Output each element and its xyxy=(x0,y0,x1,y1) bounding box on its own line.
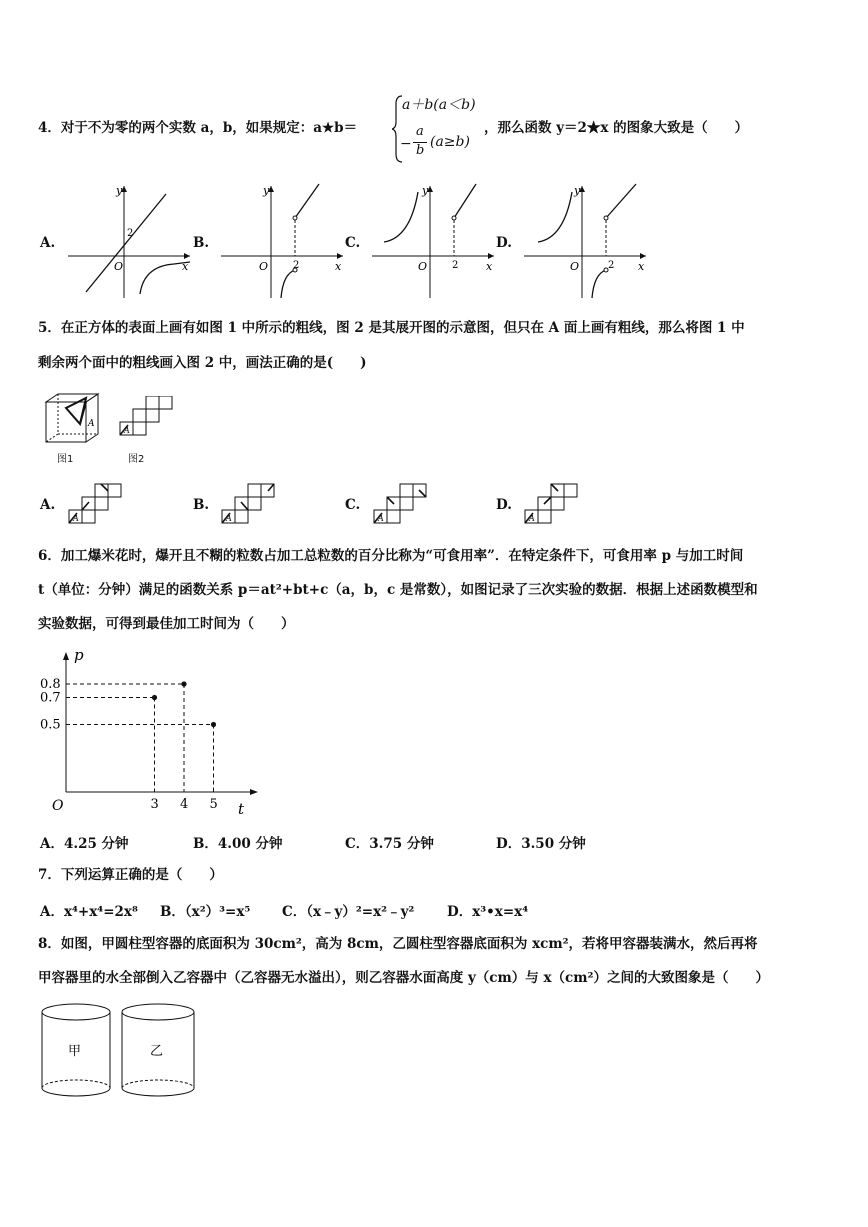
axis-x-label: x xyxy=(335,260,342,273)
q5-option-a-label: A. xyxy=(40,497,56,513)
x-tick-label: 4 xyxy=(180,797,189,812)
q4-option-d-label: D. xyxy=(496,235,512,251)
origin-label: O xyxy=(570,260,580,273)
face-a-label: A xyxy=(529,514,535,523)
q5-line1: 5．在正方体的表面上画有如图 1 中所示的粗线，图 2 是其展开图的示意图，但只在 A 面上画有粗线，那么将图 1 中 xyxy=(38,320,745,336)
face-a-label: A xyxy=(378,514,384,523)
case2-denominator: b xyxy=(416,143,425,158)
q7-option-b[interactable]: B．（x²）³=x⁵ xyxy=(160,904,251,920)
q5-option-d-net[interactable] xyxy=(523,482,583,524)
q5-option-c-net[interactable] xyxy=(372,482,432,524)
data-point xyxy=(181,681,186,686)
x-axis-label: t xyxy=(238,800,245,818)
q6-option-d[interactable]: D．3.50 分钟 xyxy=(496,836,586,852)
q5-line2: 剩余两个面中的粗线画入图 2 中，画法正确的是( ) xyxy=(38,355,367,371)
case2-numerator: a xyxy=(416,124,424,139)
axis-x-label: x xyxy=(182,260,189,273)
q4-graph-d[interactable] xyxy=(522,180,648,300)
q5-figure2-net xyxy=(118,396,174,438)
label-jia: 甲 xyxy=(68,1044,82,1059)
face-a-label: A xyxy=(88,419,95,429)
case2-condition: (a≥b) xyxy=(430,134,470,150)
face-a-label: A xyxy=(226,514,232,523)
q4-option-c-label: C. xyxy=(345,235,361,251)
x-axis-arrow xyxy=(250,789,258,795)
q5-option-b-label: B. xyxy=(193,497,210,513)
q6-chart xyxy=(36,644,266,822)
cylinder-yi xyxy=(122,1004,194,1096)
data-point xyxy=(152,695,157,700)
q6-option-b[interactable]: B．4.00 分钟 xyxy=(193,836,283,852)
y-tick-label: 0.5 xyxy=(40,717,61,733)
axis-x-label: x xyxy=(638,260,645,273)
q4-graph-c[interactable] xyxy=(370,180,496,300)
q4-suffix: ，那么函数 y＝2★x 的图象大致是（ ） xyxy=(484,120,749,136)
tick-label: 2 xyxy=(452,260,459,271)
q4-option-a-label: A. xyxy=(40,235,56,251)
q7-option-a[interactable]: A．x⁴+x⁴=2x⁸ xyxy=(40,904,138,920)
axis-x-label: x xyxy=(486,260,493,273)
piecewise-definition xyxy=(392,92,488,166)
data-point xyxy=(211,722,216,727)
q7-option-c[interactable]: C．（x﹣y）²=x²﹣y² xyxy=(282,904,415,920)
fig1-caption: 图1 xyxy=(57,454,74,465)
y-axis-label: p xyxy=(74,646,84,664)
q5-option-c-label: C. xyxy=(345,497,361,513)
q4-option-b-label: B. xyxy=(193,235,210,251)
axis-y-label: y xyxy=(422,184,429,197)
q6-option-c[interactable]: C．3.75 分钟 xyxy=(345,836,434,852)
case2-sign: − xyxy=(400,136,412,152)
fig2-caption: 图2 xyxy=(128,454,145,465)
q8-line2: 甲容器里的水全部倒入乙容器中（乙容器无水溢出），则乙容器水面高度 y（cm）与 x（cm²）之间的大致图象是（ ） xyxy=(38,970,769,986)
axis-y-label: y xyxy=(116,184,123,197)
q8-line1: 8．如图，甲圆柱型容器的底面积为 30cm²，高为 8cm，乙圆柱型容器底面积为 xcm²，若将甲容器装满水，然后再将 xyxy=(38,936,758,952)
q6-line3: 实验数据，可得到最佳加工时间为（ ） xyxy=(38,616,295,632)
q5-figure1-cube xyxy=(42,390,102,448)
face-a-label: A xyxy=(124,426,130,435)
y-tick-label: 0.8 xyxy=(40,677,61,692)
q5-option-a-net[interactable] xyxy=(67,482,127,524)
q4-graph-b[interactable] xyxy=(219,180,345,300)
q5-option-d-label: D. xyxy=(496,497,512,513)
tick-label: 2 xyxy=(127,228,134,239)
origin-label: O xyxy=(52,798,64,814)
cylinder-jia xyxy=(42,1004,110,1096)
axis-y-label: y xyxy=(263,184,270,197)
q7-option-d[interactable]: D．x³•x=x⁴ xyxy=(447,904,529,920)
tick-label: 2 xyxy=(293,260,300,271)
origin-label: O xyxy=(418,260,428,273)
q6-line2: t（单位：分钟）满足的函数关系 p＝at²+bt+c（a，b，c 是常数），如图记录了三次实验的数据．根据上述函数模型和 xyxy=(38,582,758,598)
axis-y-label: y xyxy=(574,184,581,197)
q8-cylinders-figure xyxy=(38,1000,202,1102)
face-a-label: A xyxy=(73,514,79,523)
q4-prefix: 4．对于不为零的两个实数 a，b，如果规定：a★b＝ xyxy=(38,120,358,136)
y-tick-label: 0.7 xyxy=(40,690,61,706)
y-axis-arrow xyxy=(63,652,69,660)
q7-stem: 7．下列运算正确的是（ ） xyxy=(38,867,223,883)
q4-graph-a[interactable] xyxy=(66,180,192,300)
origin-label: O xyxy=(259,260,269,273)
q6-option-a[interactable]: A．4.25 分钟 xyxy=(40,836,129,852)
case1-text: a＋b(a＜b) xyxy=(402,97,476,113)
q5-option-b-net[interactable] xyxy=(220,482,280,524)
q6-line1: 6．加工爆米花时，爆开且不糊的粒数占加工总粒数的百分比称为“可食用率”．在特定条件下，可食用率 p 与加工时间 xyxy=(38,548,744,564)
label-yi: 乙 xyxy=(150,1044,164,1059)
tick-label: 2 xyxy=(608,260,615,271)
origin-label: O xyxy=(114,260,124,273)
x-tick-label: 3 xyxy=(150,797,159,812)
x-tick-label: 5 xyxy=(209,797,218,812)
